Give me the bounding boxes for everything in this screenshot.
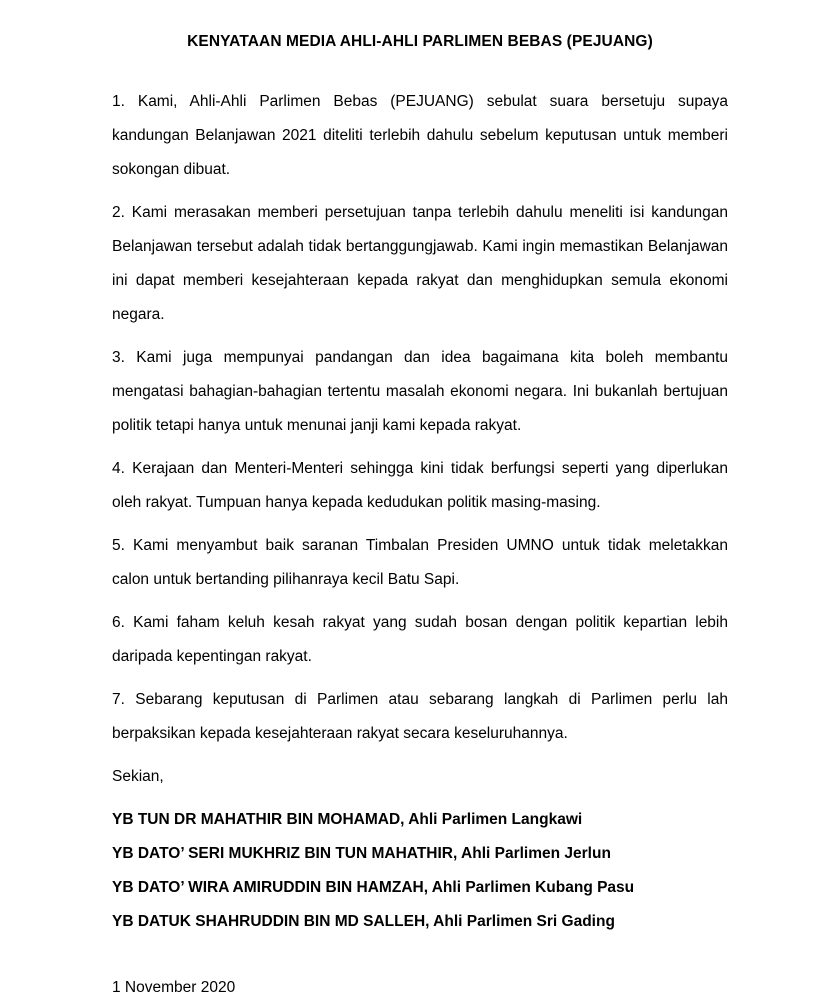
document-title: KENYATAAN MEDIA AHLI-AHLI PARLIMEN BEBAS (PEJUANG) [187,33,653,50]
document-date: 1 November 2020 [112,979,236,996]
statement-paragraph-5: 5. Kami menyambut baik saranan Timbalan Presiden UMNO untuk tidak meletakkan calon untuk bertanding pilihanraya kecil Batu Sapi. [112,537,728,588]
signatory-line-mahathir: YB TUN DR MAHATHIR BIN MOHAMAD, Ahli Parlimen Langkawi [112,811,583,828]
signatory-line-amiruddin: YB DATO’ WIRA AMIRUDDIN BIN HAMZAH, Ahli Parlimen Kubang Pasu [112,879,635,896]
signatory-line-shahruddin: YB DATUK SHAHRUDDIN BIN MD SALLEH, Ahli Parlimen Sri Gading [112,913,615,930]
signatory-block [112,803,728,939]
statement-paragraph-2: 2. Kami merasakan memberi persetujuan tanpa terlebih dahulu meneliti isi kandungan Belanjawan tersebut adalah tidak bertanggungjawab. Kami ingin memastikan Belanjawan ini dapat memberi kesejahteraan kepada rakyat dan menghidupkan semula ekonomi negara. [112,204,728,323]
signatory-line-mukhriz: YB DATO’ SERI MUKHRIZ BIN TUN MAHATHIR, Ahli Parlimen Jerlun [112,845,611,862]
statement-paragraph-1: 1. Kami, Ahli-Ahli Parlimen Bebas (PEJUANG) sebulat suara bersetuju supaya kandungan Belanjawan 2021 diteliti terlebih dahulu sebelum keputusan untuk memberi sokongan dibuat. [112,93,728,178]
closing-word: Sekian, [112,768,164,785]
statement-paragraph-4: 4. Kerajaan dan Menteri-Menteri sehingga kini tidak berfungsi seperti yang diperlukan oleh rakyat. Tumpuan hanya kepada kedudukan politik masing-masing. [112,460,728,511]
statement-paragraph-3: 3. Kami juga mempunyai pandangan dan idea bagaimana kita boleh membantu mengatasi bahagian-bahagian tertentu masalah ekonomi negara. Ini bukanlah bertujuan politik tetapi hanya untuk menunai janji kami kepada rakyat. [112,349,728,434]
statement-paragraph-7: 7. Sebarang keputusan di Parlimen atau sebarang langkah di Parlimen perlu lah berpaksikan kepada kesejahteraan rakyat secara keseluruhannya. [112,691,728,742]
statement-paragraph-6: 6. Kami faham keluh kesah rakyat yang sudah bosan dengan politik kepartian lebih daripada kepentingan rakyat. [112,614,728,665]
